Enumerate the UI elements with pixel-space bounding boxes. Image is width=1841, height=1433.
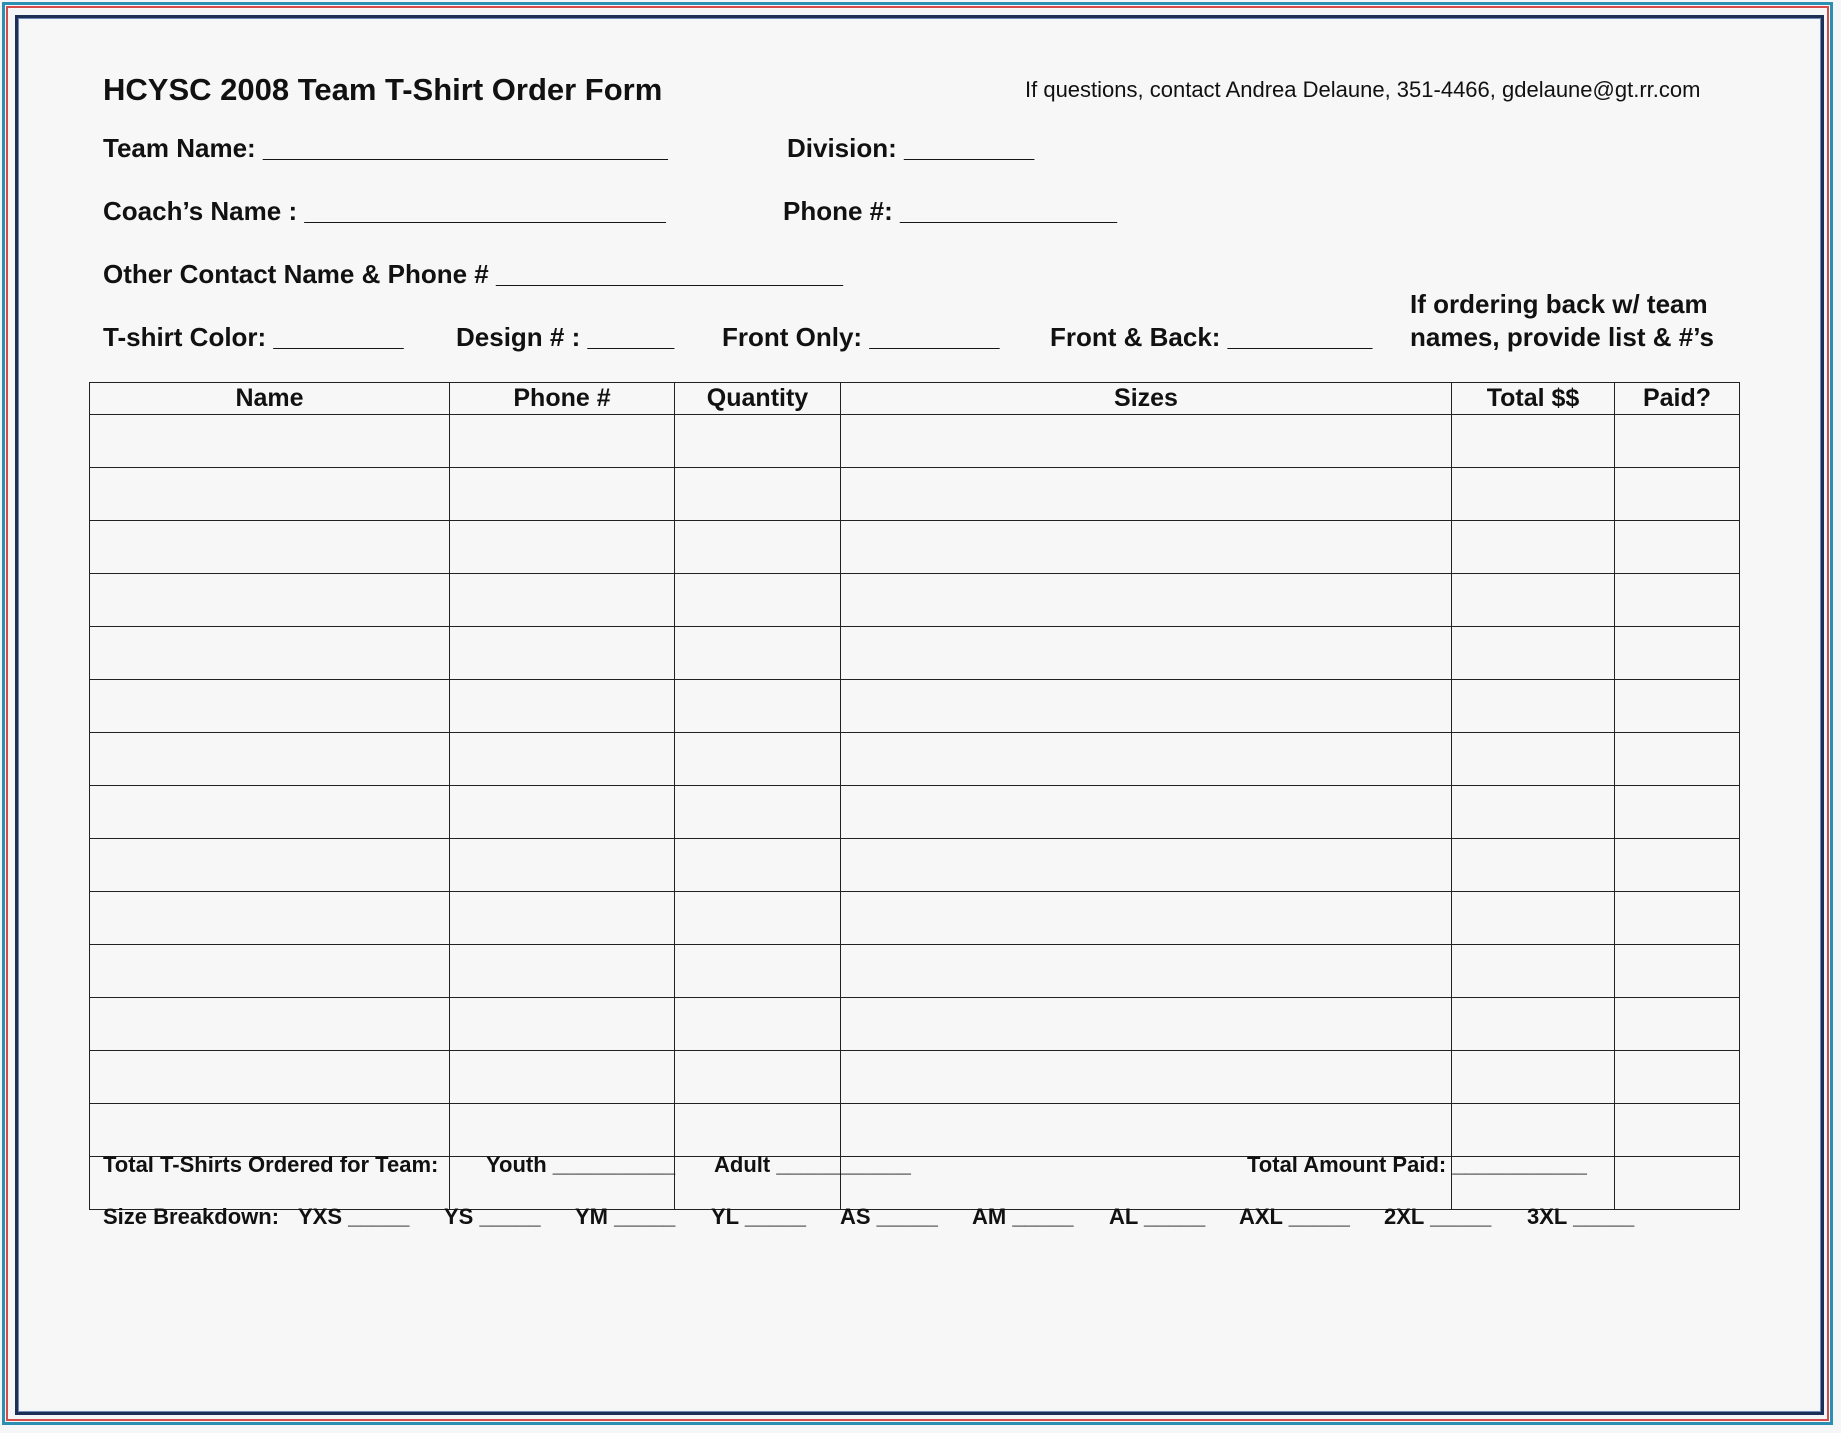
total-ordered-label: Total T-Shirts Ordered for Team: (103, 1152, 439, 1177)
order-form-page (22, 22, 1817, 1408)
total-amount-paid-field[interactable]: Total Amount Paid: ___________ (1247, 1152, 1587, 1177)
total-cell[interactable] (1452, 468, 1615, 521)
phone-cell[interactable] (450, 1104, 675, 1157)
size-field-yxs[interactable]: YXS _____ (298, 1204, 410, 1229)
back-names-note-line2: names, provide list & #’s (1410, 322, 1714, 352)
phone-cell[interactable] (450, 786, 675, 839)
phone-cell[interactable] (450, 945, 675, 998)
name-cell[interactable] (90, 1104, 450, 1157)
contact-info: If questions, contact Andrea Delaune, 351-4466, gdelaune@gt.rr.com (1025, 77, 1701, 102)
coach-name-field[interactable]: Coach’s Name : _________________________ (103, 196, 666, 226)
total-cell[interactable] (1452, 1104, 1615, 1157)
table-row (90, 680, 1740, 733)
paid-cell[interactable] (1615, 945, 1740, 998)
table-header-row (90, 383, 1740, 415)
total-cell[interactable] (1452, 839, 1615, 892)
column-header-sizes: Sizes (841, 383, 1452, 415)
name-cell[interactable] (90, 1051, 450, 1104)
quantity-cell[interactable] (675, 574, 841, 627)
total-cell[interactable] (1452, 627, 1615, 680)
sizes-cell[interactable] (841, 998, 1452, 1051)
column-header-phone: Phone # (450, 383, 675, 415)
back-names-note-line1: If ordering back w/ team (1410, 289, 1708, 319)
quantity-cell[interactable] (675, 680, 841, 733)
table-row (90, 1051, 1740, 1104)
paid-cell[interactable] (1615, 1157, 1740, 1210)
paid-cell[interactable] (1615, 415, 1740, 468)
order-table (89, 382, 1740, 1210)
quantity-cell[interactable] (675, 521, 841, 574)
size-field-yl[interactable]: YL _____ (711, 1204, 807, 1229)
quantity-cell[interactable] (675, 468, 841, 521)
name-cell[interactable] (90, 574, 450, 627)
size-field-3xl[interactable]: 3XL _____ (1527, 1204, 1635, 1229)
quantity-cell[interactable] (675, 415, 841, 468)
design-number-field[interactable]: Design # : ______ (456, 322, 675, 352)
table-row (90, 521, 1740, 574)
sizes-cell[interactable] (841, 892, 1452, 945)
quantity-cell[interactable] (675, 892, 841, 945)
paid-cell[interactable] (1615, 1051, 1740, 1104)
sizes-cell[interactable] (841, 786, 1452, 839)
total-cell[interactable] (1452, 574, 1615, 627)
column-header-name: Name (90, 383, 450, 415)
name-cell[interactable] (90, 892, 450, 945)
name-cell[interactable] (90, 627, 450, 680)
sizes-cell[interactable] (841, 839, 1452, 892)
quantity-cell[interactable] (675, 1051, 841, 1104)
phone-cell[interactable] (450, 1051, 675, 1104)
name-cell[interactable] (90, 998, 450, 1051)
adult-total-field[interactable]: Adult ___________ (714, 1152, 911, 1177)
sizes-cell[interactable] (841, 1104, 1452, 1157)
paid-cell[interactable] (1615, 892, 1740, 945)
phone-cell[interactable] (450, 998, 675, 1051)
size-field-2xl[interactable]: 2XL _____ (1384, 1204, 1492, 1229)
sizes-cell[interactable] (841, 468, 1452, 521)
total-cell[interactable] (1452, 680, 1615, 733)
phone-cell[interactable] (450, 892, 675, 945)
sizes-cell[interactable] (841, 574, 1452, 627)
front-back-field[interactable]: Front & Back: __________ (1050, 322, 1373, 352)
table-row (90, 839, 1740, 892)
name-cell[interactable] (90, 945, 450, 998)
size-field-axl[interactable]: AXL _____ (1239, 1204, 1350, 1229)
phone-cell[interactable] (450, 574, 675, 627)
table-row (90, 786, 1740, 839)
team-name-field[interactable]: Team Name: ____________________________ (103, 133, 668, 163)
table-row (90, 574, 1740, 627)
column-header-total: Total $$ (1452, 383, 1615, 415)
phone-cell[interactable] (450, 468, 675, 521)
total-cell[interactable] (1452, 733, 1615, 786)
table-row (90, 415, 1740, 468)
paid-cell[interactable] (1615, 521, 1740, 574)
table-row (90, 733, 1740, 786)
quantity-cell[interactable] (675, 839, 841, 892)
name-cell[interactable] (90, 733, 450, 786)
phone-cell[interactable] (450, 839, 675, 892)
size-field-ys[interactable]: YS _____ (444, 1204, 541, 1229)
sizes-cell[interactable] (841, 733, 1452, 786)
phone-cell[interactable] (450, 733, 675, 786)
front-only-field[interactable]: Front Only: _________ (722, 322, 1000, 352)
quantity-cell[interactable] (675, 786, 841, 839)
total-cell[interactable] (1452, 892, 1615, 945)
size-field-ym[interactable]: YM _____ (575, 1204, 676, 1229)
paid-cell[interactable] (1615, 627, 1740, 680)
phone-cell[interactable] (450, 521, 675, 574)
division-field[interactable]: Division: _________ (787, 133, 1035, 163)
quantity-cell[interactable] (675, 998, 841, 1051)
phone-cell[interactable] (450, 680, 675, 733)
phone-field[interactable]: Phone #: _______________ (783, 196, 1117, 226)
sizes-cell[interactable] (841, 521, 1452, 574)
paid-cell[interactable] (1615, 839, 1740, 892)
phone-cell[interactable] (450, 627, 675, 680)
name-cell[interactable] (90, 521, 450, 574)
quantity-cell[interactable] (675, 627, 841, 680)
column-header-quantity: Quantity (675, 383, 841, 415)
column-header-paid: Paid? (1615, 383, 1740, 415)
size-field-al[interactable]: AL _____ (1109, 1204, 1206, 1229)
name-cell[interactable] (90, 839, 450, 892)
paid-cell[interactable] (1615, 1104, 1740, 1157)
form-title: HCYSC 2008 Team T-Shirt Order Form (103, 72, 663, 107)
quantity-cell[interactable] (675, 733, 841, 786)
paid-cell[interactable] (1615, 680, 1740, 733)
size-field-am[interactable]: AM _____ (972, 1204, 1074, 1229)
sizes-cell[interactable] (841, 627, 1452, 680)
table-row (90, 468, 1740, 521)
total-cell[interactable] (1452, 786, 1615, 839)
table-row (90, 998, 1740, 1051)
total-cell[interactable] (1452, 945, 1615, 998)
quantity-cell[interactable] (675, 945, 841, 998)
size-breakdown-label: Size Breakdown: (103, 1204, 280, 1229)
name-cell[interactable] (90, 680, 450, 733)
sizes-cell[interactable] (841, 945, 1452, 998)
youth-total-field[interactable]: Youth __________ (486, 1152, 676, 1177)
table-row (90, 945, 1740, 998)
paid-cell[interactable] (1615, 998, 1740, 1051)
paid-cell[interactable] (1615, 468, 1740, 521)
order-rows (90, 415, 1740, 1210)
table-row (90, 1104, 1740, 1157)
quantity-cell[interactable] (675, 1104, 841, 1157)
sizes-cell[interactable] (841, 680, 1452, 733)
other-contact-field[interactable]: Other Contact Name & Phone # ________________________ (103, 259, 843, 289)
paid-cell[interactable] (1615, 733, 1740, 786)
name-cell[interactable] (90, 786, 450, 839)
name-cell[interactable] (90, 415, 450, 468)
tshirt-color-field[interactable]: T-shirt Color: _________ (103, 322, 404, 352)
phone-cell[interactable] (450, 415, 675, 468)
size-field-as[interactable]: AS _____ (840, 1204, 938, 1229)
name-cell[interactable] (90, 468, 450, 521)
total-cell[interactable] (1452, 521, 1615, 574)
paid-cell[interactable] (1615, 574, 1740, 627)
total-cell[interactable] (1452, 415, 1615, 468)
paid-cell[interactable] (1615, 786, 1740, 839)
sizes-cell[interactable] (841, 415, 1452, 468)
table-row (90, 892, 1740, 945)
total-cell[interactable] (1452, 998, 1615, 1051)
sizes-cell[interactable] (841, 1051, 1452, 1104)
table-row (90, 627, 1740, 680)
total-cell[interactable] (1452, 1051, 1615, 1104)
